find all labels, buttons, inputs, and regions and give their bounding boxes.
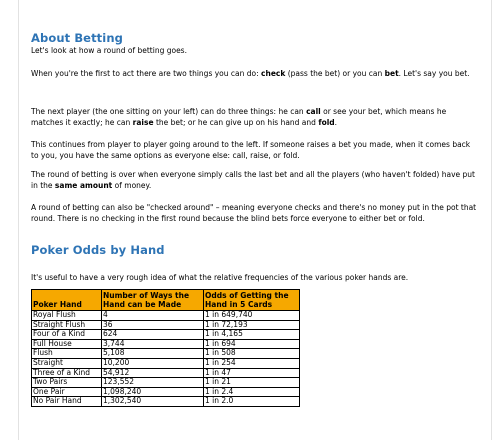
cell-hand: Royal Flush: [32, 311, 102, 321]
table-row: [32, 339, 300, 349]
cell-ways: 10,200: [102, 358, 204, 368]
cell-hand: Three of a Kind: [32, 368, 102, 378]
text-run: . Let's say you bet.: [398, 69, 470, 78]
cell-ways: 1,098,240: [102, 387, 204, 397]
cell-ways: 624: [102, 330, 204, 340]
column-header-odds: Odds of Getting the Hand in 5 Cards: [204, 290, 300, 311]
text-run: of money.: [112, 181, 152, 190]
cell-odds: 1 in 254: [204, 358, 300, 368]
next-player-paragraph: [31, 106, 479, 128]
table-row: [32, 311, 300, 321]
cell-hand: Full House: [32, 339, 102, 349]
cell-ways: 5,108: [102, 349, 204, 359]
cell-odds: 1 in 649,740: [204, 311, 300, 321]
cell-hand: Two Pairs: [32, 378, 102, 388]
continues-paragraph: This continues from player to player going around to the left. If someone raises a bet you made, when it comes back to you, you have the same options as everyone else: call, raise, or fold.: [31, 140, 471, 160]
cell-odds: 1 in 2.4: [204, 387, 300, 397]
cell-odds: 1 in 694: [204, 339, 300, 349]
bold-term-fold: fold: [318, 118, 335, 127]
text-run: or see your bet, which means he matches it exactly; he can: [31, 107, 447, 127]
cell-ways: 123,552: [102, 378, 204, 388]
cell-hand: Straight Flush: [32, 320, 102, 330]
bold-term-raise: raise: [132, 118, 154, 127]
cell-hand: Four of a Kind: [32, 330, 102, 340]
text-run: .: [334, 118, 338, 127]
cell-odds: 1 in 47: [204, 368, 300, 378]
table-body: [32, 311, 300, 407]
poker-odds-heading: Poker Odds by Hand: [31, 243, 165, 257]
cell-hand: Flush: [32, 349, 102, 359]
bold-term-check: check: [261, 69, 286, 78]
table-row: [32, 397, 300, 407]
cell-ways: 4: [102, 311, 204, 321]
text-run: The round of betting is over when everyone simply calls the last bet and all the players (who haven't folded) have put in the: [31, 170, 475, 190]
cell-odds: 1 in 508: [204, 349, 300, 359]
round-over-paragraph: [31, 169, 479, 191]
table-header-row: [32, 290, 300, 311]
cell-ways: 3,744: [102, 339, 204, 349]
checked-around-paragraph: A round of betting can also be "checked around" – meaning everyone checks and there's no money put in the pot that round. There is no checking in the first round because the blind bets force everyone to either bet or fold.: [31, 203, 477, 223]
first-to-act-paragraph: [31, 68, 470, 79]
cell-hand: No Pair Hand: [32, 397, 102, 407]
about-betting-heading: About Betting: [31, 31, 123, 45]
bold-term-call: call: [306, 107, 321, 116]
text-run: (pass the bet) or you can: [285, 69, 385, 78]
table-row: [32, 368, 300, 378]
column-header-ways: Number of Ways the Hand can be Made: [102, 290, 204, 311]
table-row: [32, 358, 300, 368]
odds-intro-paragraph: It's useful to have a very rough idea of what the relative frequencies of the various poker hands are.: [31, 273, 409, 282]
table-row: [32, 349, 300, 359]
cell-odds: 1 in 21: [204, 378, 300, 388]
betting-intro-paragraph: Let's look at how a round of betting goes.: [31, 46, 187, 55]
cell-hand: Straight: [32, 358, 102, 368]
column-header-hand: Poker Hand: [32, 290, 102, 311]
text-run: the bet; or he can give up on his hand and: [153, 118, 319, 127]
cell-hand: One Pair: [32, 387, 102, 397]
cell-odds: 1 in 72,193: [204, 320, 300, 330]
cell-ways: 1,302,540: [102, 397, 204, 407]
text-run: The next player (the one sitting on your left) can do three things: he can: [31, 107, 307, 116]
bold-term-same-amount: same amount: [54, 181, 113, 190]
cell-ways: 36: [102, 320, 204, 330]
table-row: [32, 330, 300, 340]
table-row: [32, 378, 300, 388]
poker-odds-table: [31, 289, 300, 407]
cell-ways: 54,912: [102, 368, 204, 378]
bold-term-bet: bet: [384, 69, 399, 78]
cell-odds: 1 in 4,165: [204, 330, 300, 340]
text-run: When you're the first to act there are two things you can do:: [31, 69, 262, 78]
cell-odds: 1 in 2.0: [204, 397, 300, 407]
